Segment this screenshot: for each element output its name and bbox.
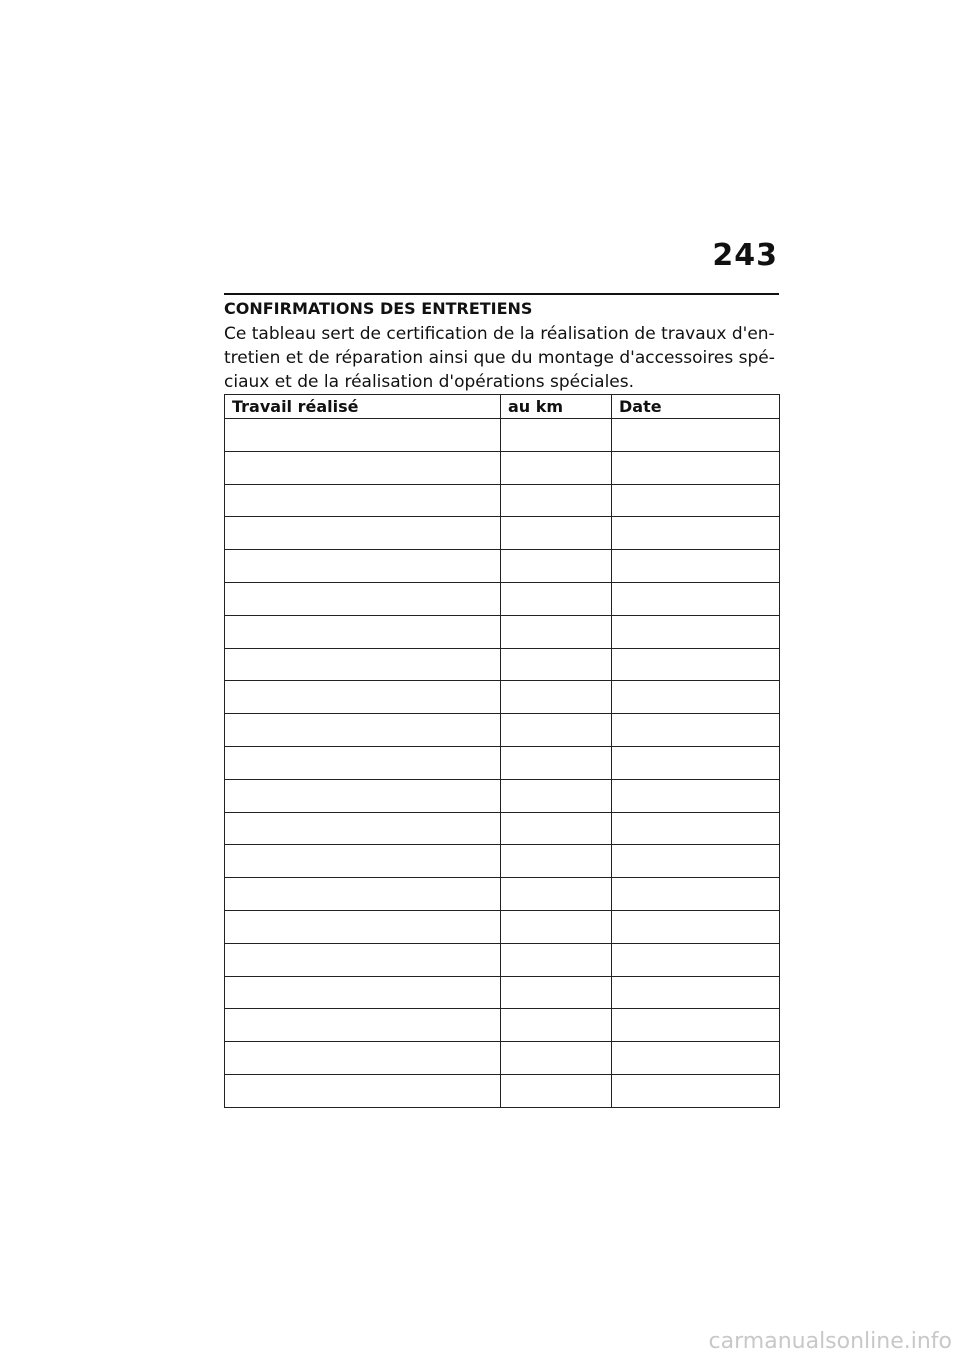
table-row [225, 517, 780, 550]
header-rule [224, 293, 779, 295]
cell-work-done [225, 746, 501, 779]
cell-date [612, 746, 780, 779]
cell-work-done [225, 943, 501, 976]
table-row [225, 812, 780, 845]
page-number: 243 [712, 238, 778, 273]
cell-km [501, 779, 612, 812]
section-title: CONFIRMATIONS DES ENTRETIENS [224, 299, 533, 318]
intro-line: tretien et de réparation ainsi que du montage d'accessoires spé- [224, 348, 775, 368]
cell-work-done [225, 582, 501, 615]
cell-date [612, 878, 780, 911]
cell-date [612, 910, 780, 943]
cell-km [501, 550, 612, 583]
table-row [225, 779, 780, 812]
cell-work-done [225, 1042, 501, 1075]
watermark: carmanualsonline.info [708, 1329, 952, 1354]
cell-date [612, 779, 780, 812]
cell-date [612, 1042, 780, 1075]
cell-work-done [225, 714, 501, 747]
cell-date [612, 484, 780, 517]
cell-work-done [225, 648, 501, 681]
cell-work-done [225, 910, 501, 943]
table-row [225, 943, 780, 976]
cell-work-done [225, 812, 501, 845]
table-row [225, 582, 780, 615]
intro-line: ciaux et de la réalisation d'opérations spéciales. [224, 372, 635, 392]
cell-date [612, 943, 780, 976]
cell-date [612, 681, 780, 714]
table-row [225, 615, 780, 648]
cell-date [612, 582, 780, 615]
cell-km [501, 746, 612, 779]
cell-date [612, 845, 780, 878]
cell-date [612, 550, 780, 583]
table-header-row [225, 395, 780, 419]
table-row [225, 648, 780, 681]
cell-km [501, 517, 612, 550]
cell-work-done [225, 878, 501, 911]
cell-km [501, 615, 612, 648]
table-row [225, 550, 780, 583]
cell-work-done [225, 451, 501, 484]
intro-paragraph [224, 322, 779, 394]
table-row [225, 451, 780, 484]
table-row [225, 845, 780, 878]
maintenance-log-table [224, 394, 780, 1108]
header-work-done: Travail réalisé [225, 395, 501, 419]
table-row [225, 484, 780, 517]
cell-km [501, 1074, 612, 1107]
table-row [225, 714, 780, 747]
table-row [225, 681, 780, 714]
cell-work-done [225, 615, 501, 648]
cell-km [501, 582, 612, 615]
cell-date [612, 714, 780, 747]
intro-line: Ce tableau sert de certification de la réalisation de travaux d'en- [224, 324, 775, 344]
cell-km [501, 812, 612, 845]
header-date: Date [612, 395, 780, 419]
table-row [225, 1009, 780, 1042]
cell-date [612, 648, 780, 681]
table-row [225, 419, 780, 452]
cell-km [501, 681, 612, 714]
table-row [225, 976, 780, 1009]
cell-work-done [225, 779, 501, 812]
cell-work-done [225, 976, 501, 1009]
cell-work-done [225, 484, 501, 517]
cell-date [612, 517, 780, 550]
table-row [225, 746, 780, 779]
cell-work-done [225, 419, 501, 452]
cell-date [612, 1009, 780, 1042]
table-body [225, 419, 780, 1108]
cell-work-done [225, 1009, 501, 1042]
cell-date [612, 451, 780, 484]
cell-date [612, 976, 780, 1009]
cell-work-done [225, 517, 501, 550]
cell-work-done [225, 1074, 501, 1107]
table-row [225, 1074, 780, 1107]
cell-date [612, 812, 780, 845]
table-row [225, 910, 780, 943]
cell-date [612, 419, 780, 452]
cell-km [501, 1009, 612, 1042]
cell-km [501, 451, 612, 484]
cell-km [501, 1042, 612, 1075]
cell-km [501, 943, 612, 976]
header-km: au km [501, 395, 612, 419]
cell-km [501, 878, 612, 911]
cell-work-done [225, 681, 501, 714]
cell-km [501, 484, 612, 517]
cell-km [501, 845, 612, 878]
cell-km [501, 419, 612, 452]
cell-date [612, 1074, 780, 1107]
cell-work-done [225, 550, 501, 583]
cell-km [501, 976, 612, 1009]
cell-km [501, 648, 612, 681]
table-row [225, 878, 780, 911]
cell-date [612, 615, 780, 648]
cell-work-done [225, 845, 501, 878]
cell-km [501, 910, 612, 943]
table-row [225, 1042, 780, 1075]
cell-km [501, 714, 612, 747]
